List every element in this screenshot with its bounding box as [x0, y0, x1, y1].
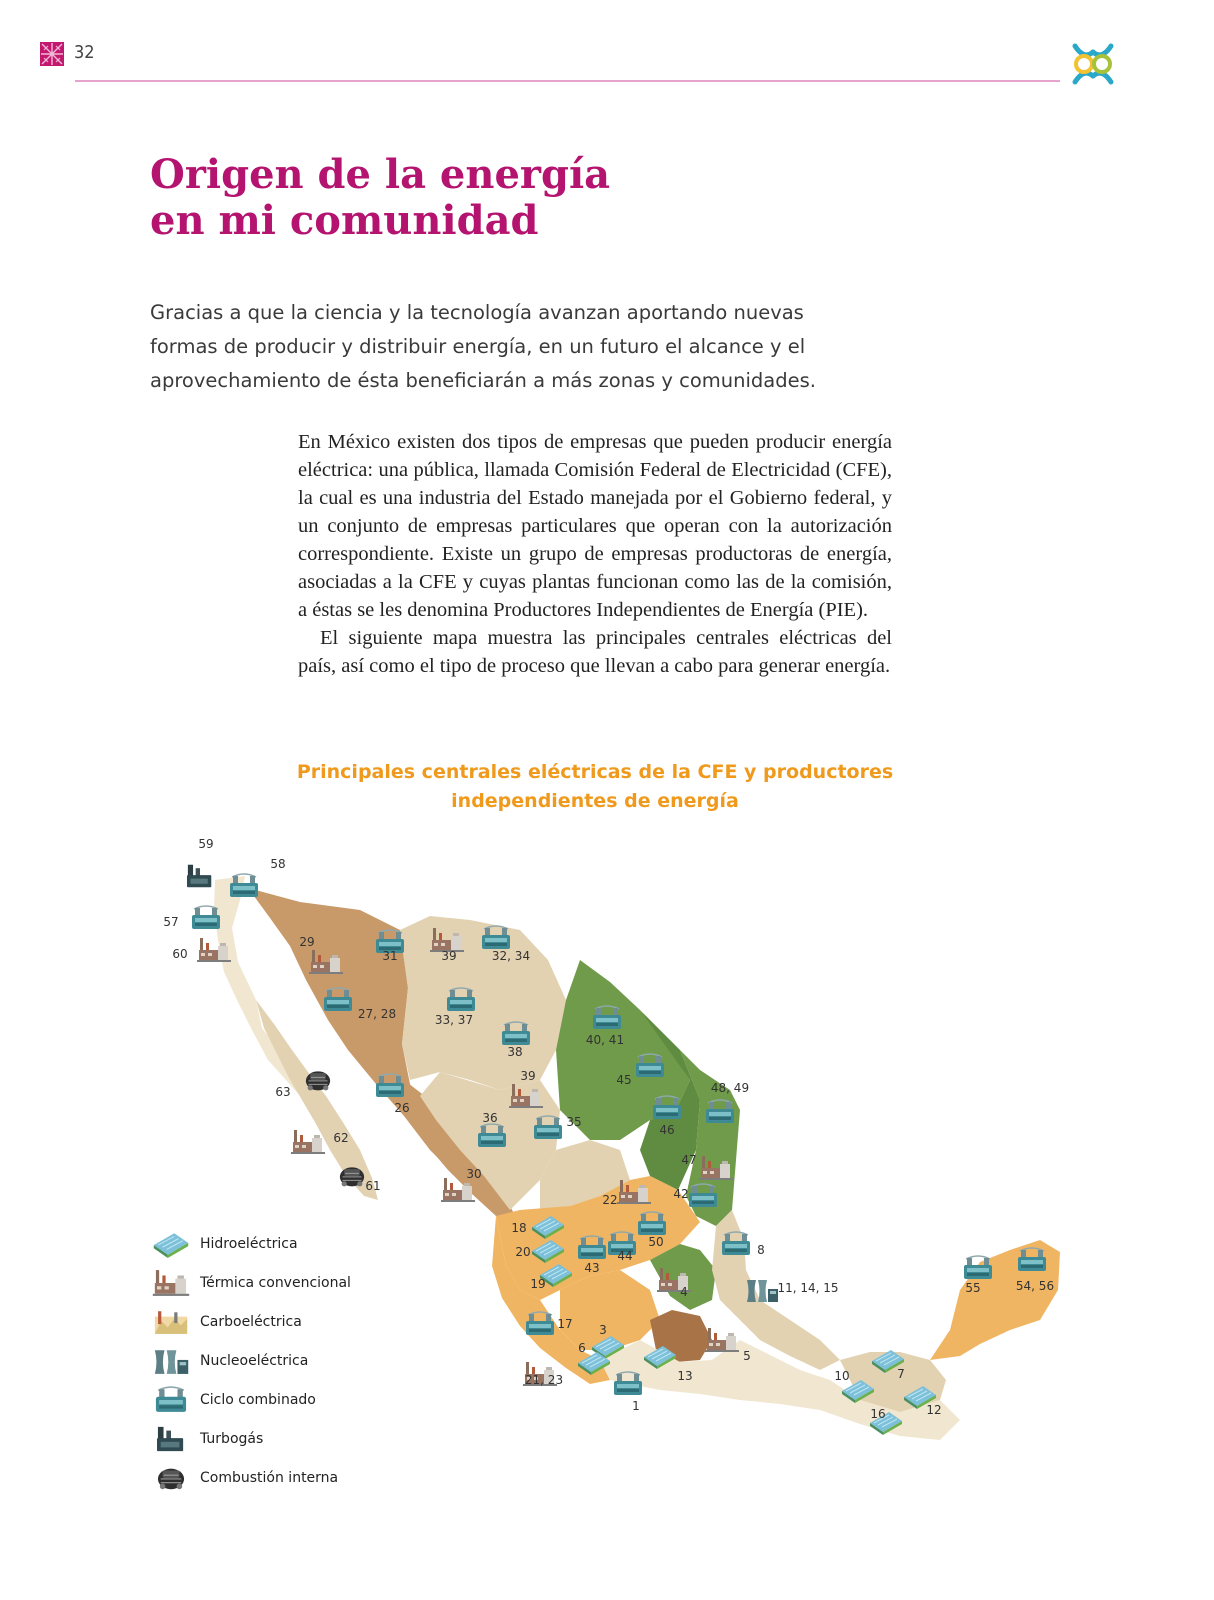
plant-label: 6 [578, 1341, 586, 1355]
plant-label: 54, 56 [1015, 1279, 1055, 1293]
plant-label: 3 [599, 1323, 607, 1337]
page-header [0, 0, 1214, 95]
intro-paragraph: Gracias a que la ciencia y la tecnología avanzan aportando nuevas formas de producir y distribuir energía, en un futuro el alcance y el aprovechamiento de ésta beneficiarán a más zonas y comunidades. [150, 301, 816, 392]
plant-label: 4 [680, 1285, 688, 1299]
plant-label: 38 [507, 1045, 523, 1059]
nuclear-icon [152, 1347, 190, 1375]
plant-label: 40, 41 [585, 1033, 625, 1047]
termica-plant-icon [705, 1328, 739, 1352]
plant-label: 60 [172, 947, 188, 961]
combustion-plant-icon [306, 1071, 330, 1090]
plant-label: 21, 23 [524, 1373, 564, 1387]
plant-label: 22 [602, 1193, 618, 1207]
plant-label: 44 [617, 1249, 633, 1263]
plant-label: 39 [441, 949, 457, 963]
plant-label: 16 [870, 1407, 886, 1421]
plant-label: 61 [365, 1179, 381, 1193]
ciclo-plant-icon [964, 1256, 992, 1279]
legend-label: Nucleoeléctrica [200, 1352, 309, 1369]
plant-label: 62 [333, 1131, 349, 1145]
body-paragraph-2: El siguiente mapa muestra las principales centrales eléctricas del país, así como el tipo de proceso que llevan a cabo para generar energía. [298, 627, 892, 677]
plant-label: 29 [299, 935, 315, 949]
plant-label: 47 [681, 1153, 697, 1167]
plant-label: 57 [163, 915, 179, 929]
plant-label: 19 [530, 1277, 546, 1291]
body-paragraph-1: En México existen dos tipos de empresas que pueden producir energía eléctrica: una pública, llamada Comisión Federal de Electricidad (CFE), la cual es una industria del Estado manejada por el Gobierno federal, y un conjunto de empresas particulares que operan con la autorización correspondiente. Existe un grupo de empresas productoras de energía, asociadas a la CFE y cuyas plantas funcionan como las de la comisión, a éstas se les denomina Productores Independientes de Energía (PIE). [298, 431, 892, 621]
plant-label: 63 [275, 1085, 291, 1099]
map-title [250, 758, 940, 816]
plant-label: 18 [511, 1221, 527, 1235]
plant-label: 55 [965, 1281, 981, 1295]
legend-label: Combustión interna [200, 1469, 339, 1486]
ciclo-icon [152, 1386, 190, 1414]
termica-icon [152, 1269, 190, 1297]
plant-label: 17 [557, 1317, 573, 1331]
plant-marker [747, 1280, 839, 1302]
turbogas-icon [152, 1425, 190, 1453]
legend-item [152, 1380, 392, 1419]
plant-label: 13 [677, 1369, 693, 1383]
turbogas-plant-icon [187, 865, 211, 888]
legend-label: Turbogás [200, 1430, 264, 1447]
legend-label: Carboeléctrica [200, 1313, 302, 1330]
nuclear-plant-icon [747, 1280, 778, 1302]
map-title-line-2: independientes de energía [451, 790, 739, 812]
legend-item [152, 1263, 392, 1302]
ornament-icon [40, 42, 64, 66]
legend-label: Hidroeléctrica [200, 1235, 298, 1252]
legend-item [152, 1419, 392, 1458]
plant-label: 33, 37 [434, 1013, 474, 1027]
plant-label: 7 [897, 1367, 905, 1381]
plant-label: 32, 34 [491, 949, 531, 963]
ciclo-plant-icon [192, 906, 220, 929]
legend-label: Ciclo combinado [200, 1391, 316, 1408]
plant-label: 43 [584, 1261, 600, 1275]
plant-label: 45 [616, 1073, 632, 1087]
plant-marker [722, 1232, 765, 1257]
plant-label: 36 [482, 1111, 498, 1125]
plant-marker [534, 1115, 582, 1139]
plant-marker [163, 906, 220, 929]
combustion-plant-icon [340, 1167, 364, 1186]
map-legend [152, 1224, 392, 1497]
page-number: 32 [74, 42, 95, 63]
plant-label: 59 [198, 837, 214, 851]
plant-label: 31 [382, 949, 398, 963]
plant-label: 50 [648, 1235, 664, 1249]
legend-item [152, 1341, 392, 1380]
plant-marker [187, 837, 214, 887]
sep-logo-icon [1068, 40, 1118, 88]
plant-label: 5 [743, 1349, 751, 1363]
plant-label: 35 [566, 1115, 582, 1129]
termica-plant-icon [291, 1130, 325, 1154]
page-title [150, 152, 610, 244]
plant-label: 58 [270, 857, 286, 871]
plant-label: 48, 49 [710, 1081, 750, 1095]
plant-label: 11, 14, 15 [777, 1281, 839, 1295]
combustion-icon [152, 1464, 190, 1492]
map-title-line-1: Principales centrales eléctricas de la CFE y productores [296, 761, 894, 783]
legend-item [152, 1458, 392, 1497]
plant-label: 8 [757, 1243, 765, 1257]
plant-label: 12 [926, 1403, 942, 1417]
plant-label: 42 [673, 1187, 689, 1201]
plant-label: 20 [515, 1245, 531, 1259]
legend-item [152, 1224, 392, 1263]
plant-label: 10 [834, 1369, 850, 1383]
carbo-icon [152, 1308, 190, 1336]
body-text [298, 428, 892, 680]
plant-label: 1 [632, 1399, 640, 1413]
header-rule [75, 80, 1060, 82]
plant-marker [523, 1362, 563, 1387]
plant-label: 39 [520, 1069, 536, 1083]
hidro-icon [152, 1230, 190, 1258]
title-line-1: Origen de la energía [150, 151, 611, 198]
plant-label: 30 [466, 1167, 482, 1181]
title-line-2: en mi comunidad [150, 197, 539, 244]
plant-marker [706, 1081, 749, 1123]
legend-item [152, 1302, 392, 1341]
legend-label: Térmica convencional [200, 1274, 351, 1291]
plant-label: 27, 28 [357, 1007, 397, 1021]
plant-label: 46 [659, 1123, 675, 1137]
plant-label: 26 [394, 1101, 410, 1115]
